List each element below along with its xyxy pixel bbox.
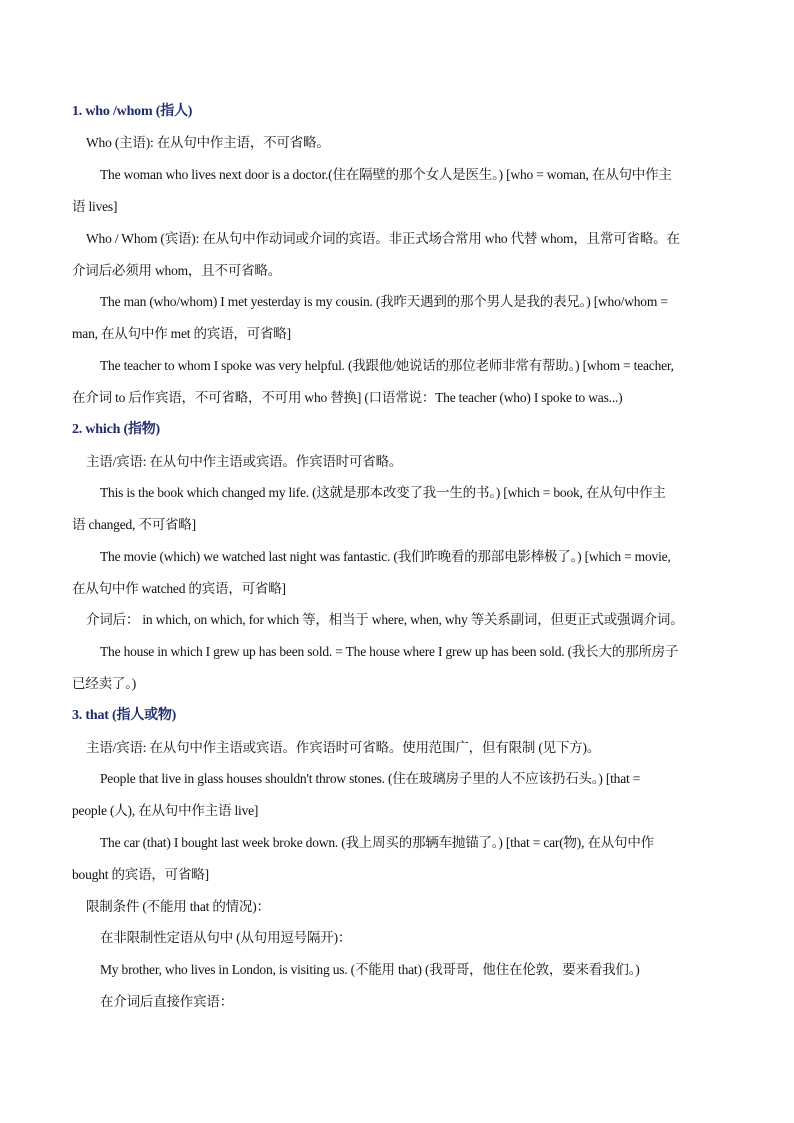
whom-object-definition: Who / Whom (宾语): 在从句中作动词或介词的宾语。非正式场合常用 who 代替 whom，且常可省略。在 bbox=[86, 231, 680, 246]
that-definition: 主语/宾语: 在从句中作主语或宾语。作宾语时可省略。使用范围广，但有限制 (见下方)。 bbox=[86, 740, 601, 755]
example-text: The movie (which) we watched last night was fantastic. (我们昨晚看的那部电影棒极了。) [which = movie, bbox=[100, 549, 671, 564]
example-text: This is the book which changed my life. (这就是那本改变了我一生的书。) [which = book, 在从句中作主 bbox=[100, 485, 666, 500]
example-text: My brother, who lives in London, is visiting us. (不能用 that) (我哥哥，他住在伦敦，要来看我们。) bbox=[100, 962, 640, 977]
who-subject-definition: Who (主语): 在从句中作主语，不可省略。 bbox=[86, 135, 330, 150]
section-heading-which: 2. which (指物) bbox=[72, 422, 161, 437]
which-definition: 主语/宾语: 在从句中作主语或宾语。作宾语时可省略。 bbox=[86, 454, 403, 469]
whom-object-definition: 介词后必须用 whom，且不可省略。 bbox=[72, 263, 282, 278]
example-text: The house in which I grew up has been sold. = The house where I grew up has been sold. (我长大的那所房子 bbox=[100, 644, 679, 659]
example-text: The woman who lives next door is a doctor.(住在隔壁的那个女人是医生。) [who = woman, 在从句中作主 bbox=[100, 167, 672, 182]
section-heading-that: 3. that (指人或物) bbox=[72, 708, 177, 723]
limits-title: 限制条件 (不能用 that 的情况)： bbox=[86, 899, 270, 914]
limit-item: 在介词后直接作宾语： bbox=[100, 994, 233, 1009]
example-text: people (人), 在从句中作主语 live] bbox=[72, 803, 259, 818]
example-text: The teacher to whom I spoke was very helpful. (我跟他/她说话的那位老师非常有帮助。) [whom = teacher, bbox=[100, 358, 674, 373]
example-text: bought 的宾语，可省略] bbox=[72, 867, 209, 882]
example-text: 已经卖了。) bbox=[72, 676, 137, 691]
example-text: 在从句中作 watched 的宾语，可省略] bbox=[72, 581, 286, 596]
example-text: man, 在从句中作 met 的宾语，可省略] bbox=[72, 326, 291, 341]
example-text: The car (that) I bought last week broke down. (我上周买的那辆车抛锚了。) [that = car(物), 在从句中作 bbox=[100, 835, 654, 850]
section-heading-who-whom: 1. who /whom (指人) bbox=[72, 104, 193, 119]
example-text: 语 lives] bbox=[72, 199, 118, 214]
example-text: The man (who/whom) I met yesterday is my cousin. (我昨天遇到的那个男人是我的表兄。) [who/whom = bbox=[100, 294, 668, 309]
example-text: People that live in glass houses shouldn't throw stones. (住在玻璃房子里的人不应该扔石头。) [that = bbox=[100, 771, 641, 786]
preposition-note: 介词后： in which, on which, for which 等，相当于 where, when, why 等关系副词，但更正式或强调介词。 bbox=[86, 612, 684, 627]
example-text: 语 changed, 不可省略] bbox=[72, 517, 196, 532]
limit-item: 在非限制性定语从句中 (从句用逗号隔开)： bbox=[100, 930, 352, 945]
example-text: 在介词 to 后作宾语，不可省略，不可用 who 替换] (口语常说：The teacher (who) I spoke to was...) bbox=[72, 390, 623, 405]
